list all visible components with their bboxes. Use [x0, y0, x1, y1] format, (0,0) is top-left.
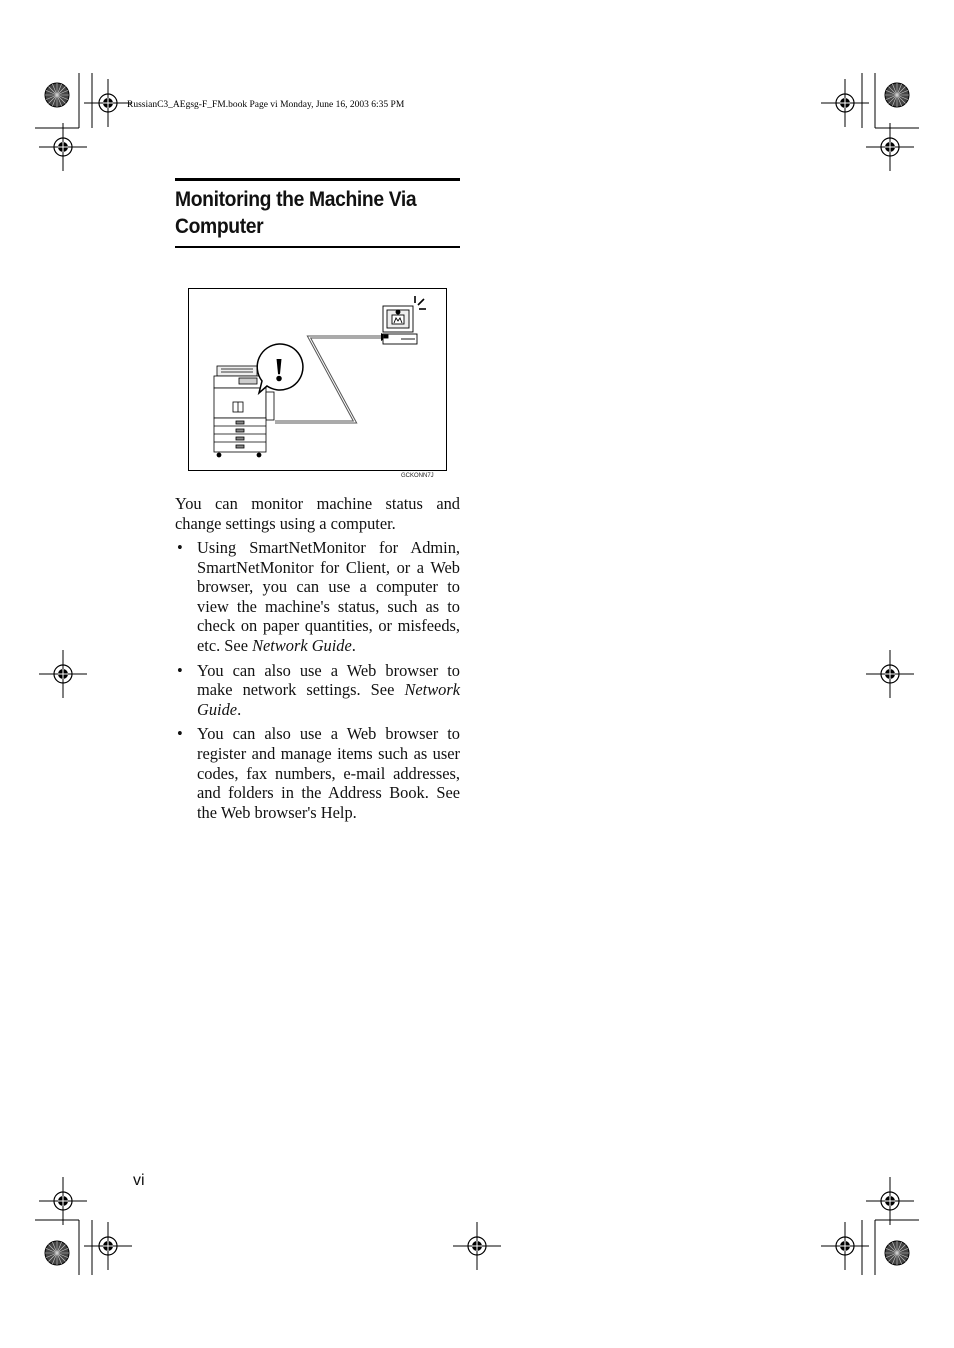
alert-symbol: ! [273, 352, 285, 389]
list-item-tail: . [237, 699, 242, 719]
illustration-svg [189, 289, 448, 472]
file-info-header: RussianC3_AEgsg-F_FM.book Page vi Monday, June 16, 2003 6:35 PM [127, 100, 405, 110]
feature-list [175, 538, 460, 827]
intro-paragraph: You can monitor machine status and change settings using a computer. [175, 494, 460, 533]
title-rule-top [175, 178, 460, 181]
list-item-reference: Network Guide [197, 680, 460, 719]
list-item [175, 661, 460, 720]
list-item-text: You can also use a Web browser to make network settings. See [197, 660, 460, 700]
section-title-line2: Computer [175, 215, 264, 238]
list-item-reference: Network Guide [252, 635, 352, 655]
bullet-icon: • [177, 724, 183, 744]
bullet-icon: • [177, 538, 183, 557]
bullet-icon: • [177, 660, 183, 680]
list-item [175, 538, 460, 656]
alert-bubble-icon [257, 344, 303, 393]
list-item-text: You can also use a Web browser to register and manage items such as user codes, fax numbers, e-mail addresses, and folders in the Address Book. See the Web browser's Help. [197, 724, 460, 822]
notification-spark-icon [415, 296, 426, 309]
computer-icon [383, 306, 417, 344]
section-title [175, 186, 437, 240]
list-item-text: Using SmartNetMonitor for Admin, SmartNetMonitor for Client, or a Web browser, you can use a computer to view the machine's status, such as to check on paper quantities, or misfeeds, etc. See [197, 538, 460, 655]
list-item-tail: . [351, 635, 356, 655]
title-rule-bottom [175, 246, 460, 248]
list-item [175, 724, 460, 822]
monitoring-illustration [188, 288, 447, 471]
figure-code: GCKONN7J [401, 473, 434, 479]
section-title-line1: Monitoring the Machine Via [175, 188, 417, 211]
page-number: vi [133, 1172, 145, 1189]
